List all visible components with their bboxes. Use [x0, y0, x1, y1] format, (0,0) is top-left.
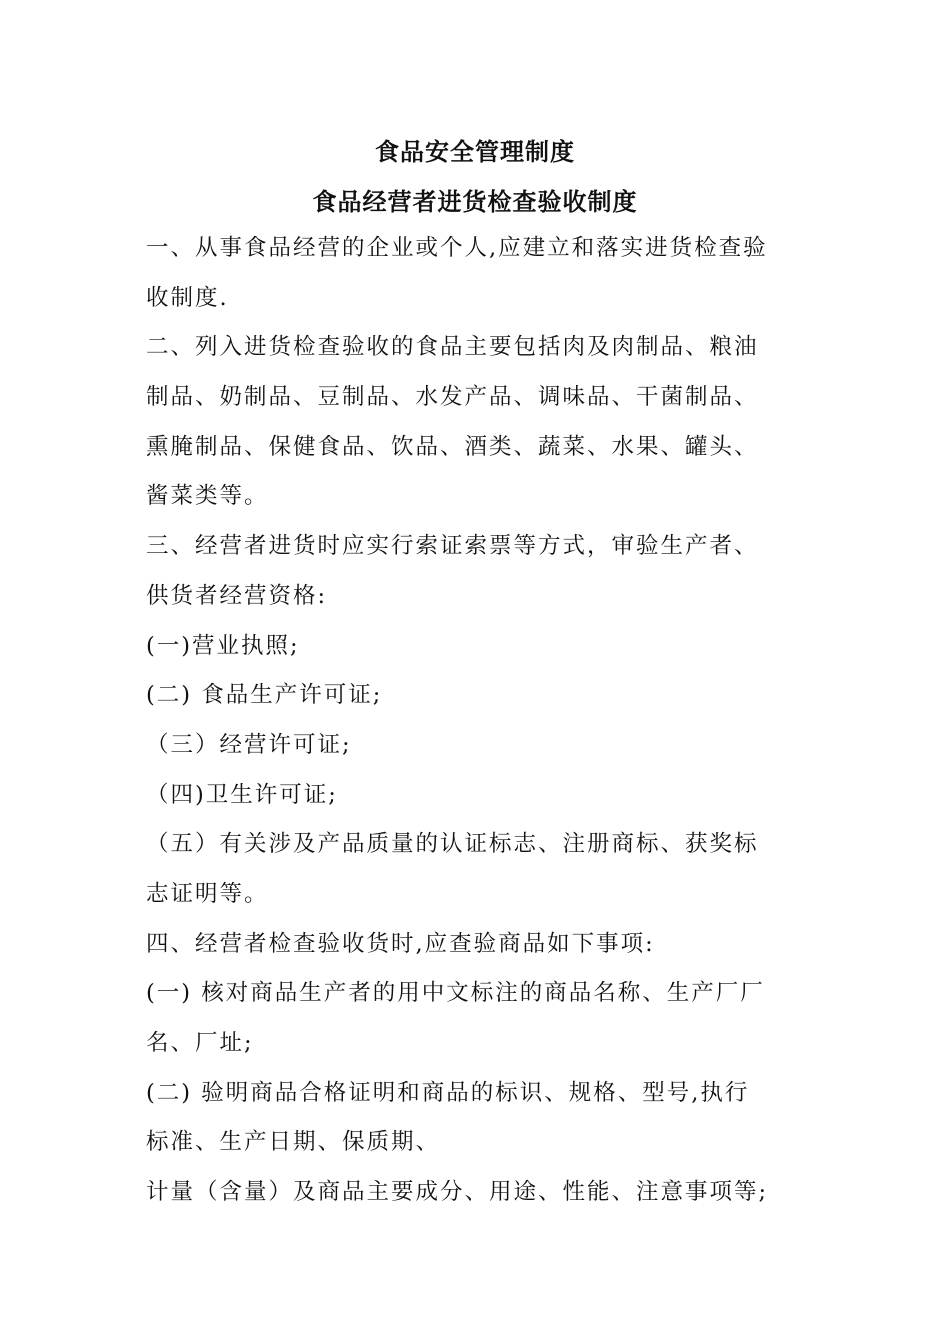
body-line: (一) 核对商品生产者的用中文标注的商品名称、生产厂厂 — [146, 980, 765, 1007]
document-title: 食品安全管理制度 — [375, 137, 575, 166]
body-line: 收制度. — [146, 284, 229, 311]
body-line: 标准、生产日期、保质期、 — [146, 1129, 441, 1156]
document-body — [146, 224, 806, 1218]
body-line: (一)营业执照; — [146, 632, 300, 659]
body-line: （三）经营许可证; — [146, 731, 352, 758]
body-line: 志证明等。 — [146, 880, 269, 907]
body-line: 四、经营者检查验收货时,应查验商品如下事项: — [146, 930, 655, 957]
body-line: 熏腌制品、保健食品、饮品、酒类、蔬菜、水果、罐头、 — [146, 433, 759, 460]
body-line: 计量（含量）及商品主要成分、用途、性能、注意事项等; — [146, 1179, 769, 1206]
body-line: 供货者经营资格: — [146, 582, 328, 609]
body-line: （四)卫生许可证; — [146, 781, 338, 808]
body-line: 二、列入进货检查验收的食品主要包括肉及肉制品、粮油 — [146, 334, 759, 361]
body-line: 三、经营者进货时应实行索证索票等方式，审验生产者、 — [146, 533, 759, 560]
body-line: （五）有关涉及产品质量的认证标志、注册商标、获奖标 — [146, 831, 759, 858]
body-line: 一、从事食品经营的企业或个人,应建立和落实进货检查验 — [146, 235, 768, 261]
body-line: (二) 验明商品合格证明和商品的标识、规格、型号,执行 — [146, 1079, 750, 1106]
body-line: 酱菜类等。 — [146, 483, 269, 510]
document-subtitle: 食品经营者进货检查验收制度 — [312, 187, 638, 216]
body-line: 制品、奶制品、豆制品、水发产品、调味品、干菌制品、 — [146, 384, 759, 411]
body-line: 名、厂址; — [146, 1030, 254, 1056]
body-line: (二) 食品生产许可证; — [146, 682, 383, 709]
